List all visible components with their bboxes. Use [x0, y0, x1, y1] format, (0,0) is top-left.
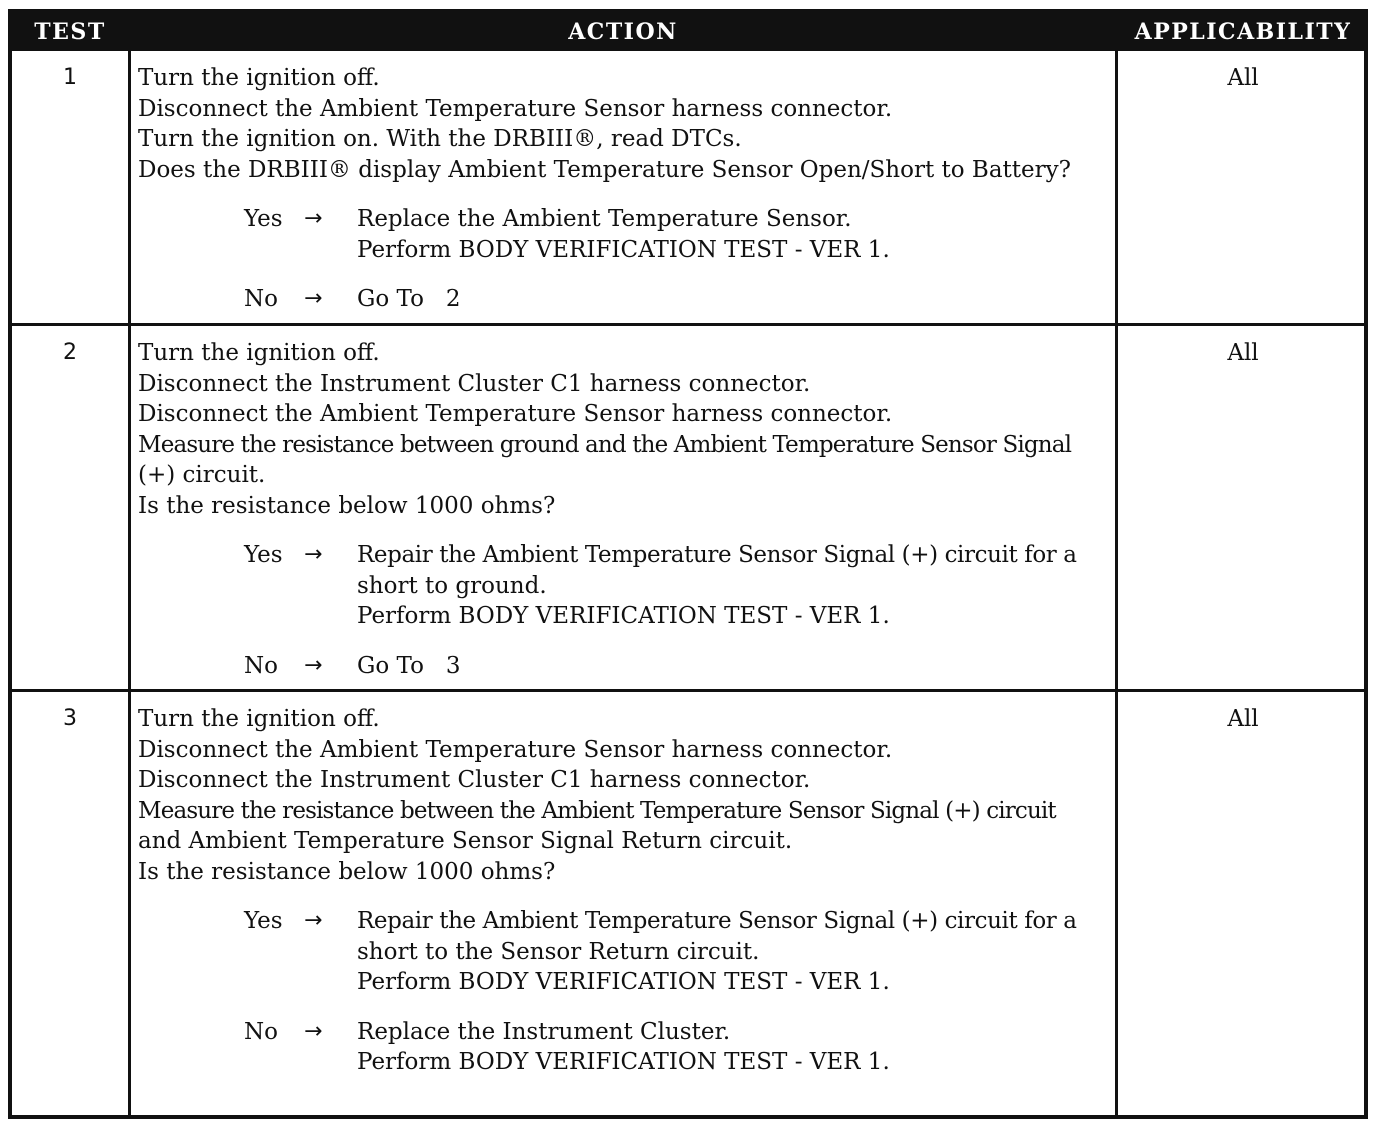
row-divider-1	[12, 323, 1364, 326]
row-divider-2	[12, 689, 1364, 692]
step-text: (+) circuit.	[138, 462, 266, 488]
yes-label: Yes	[244, 908, 283, 934]
no-label: No	[244, 1018, 278, 1045]
step-text: Turn the ignition on. With the DRBIII®, read DTCs.	[138, 126, 742, 152]
yes-result-text: Replace the Ambient Temperature Sensor.	[357, 206, 852, 232]
step-text: and Ambient Temperature Sensor Signal Return circuit.	[138, 828, 793, 854]
step-text: Measure the resistance between the Ambient Temperature Sensor Signal (+) circuit	[138, 797, 1056, 824]
action-cell	[138, 63, 1114, 315]
column-divider-applicability	[1115, 51, 1118, 1115]
step-text: Is the resistance below 1000 ohms?	[138, 858, 556, 885]
yes-result-text: Perform BODY VERIFICATION TEST - VER 1.	[357, 236, 890, 263]
header-action: ACTION	[568, 19, 678, 45]
step-text: Measure the resistance between ground and the Ambient Temperature Sensor Signal	[138, 431, 1072, 458]
yes-result-text: Repair the Ambient Temperature Sensor Signal (+) circuit for a	[357, 542, 1077, 568]
right-arrow-icon: →	[304, 908, 323, 933]
column-divider-test	[128, 51, 131, 1115]
step-text: Disconnect the Instrument Cluster C1 harness connector.	[138, 767, 811, 793]
step-text: Disconnect the Ambient Temperature Sensor harness connector.	[138, 401, 893, 427]
test-number: 3	[63, 706, 77, 731]
yes-result-text: Perform BODY VERIFICATION TEST - VER 1.	[357, 969, 890, 995]
yes-branch	[138, 906, 1114, 998]
no-branch	[138, 1017, 1114, 1078]
step-text: Turn the ignition off.	[138, 706, 380, 732]
right-arrow-icon: →	[304, 286, 323, 311]
no-label: No	[244, 652, 278, 679]
action-cell	[138, 338, 1114, 681]
yes-branch	[138, 540, 1114, 632]
right-arrow-icon: →	[304, 206, 323, 231]
yes-result-text: short to ground.	[357, 572, 547, 599]
step-text: Disconnect the Ambient Temperature Sensor harness connector.	[138, 736, 893, 763]
right-arrow-icon: →	[304, 542, 323, 567]
test-number: 2	[63, 340, 77, 365]
step-text: Disconnect the Instrument Cluster C1 harness connector.	[138, 370, 811, 397]
step-text: Disconnect the Ambient Temperature Sensor harness connector.	[138, 95, 893, 122]
yes-result-text: Repair the Ambient Temperature Sensor Signal (+) circuit for a	[357, 908, 1077, 934]
applicability-value: All	[1227, 706, 1259, 732]
applicability-value: All	[1227, 65, 1259, 91]
header-test: TEST	[34, 19, 106, 45]
no-result-text: Go To 3	[357, 652, 461, 679]
no-result-text: Replace the Instrument Cluster.	[357, 1018, 731, 1045]
yes-result-text: Perform BODY VERIFICATION TEST - VER 1.	[357, 603, 890, 629]
step-text: Turn the ignition off.	[138, 65, 380, 91]
test-number: 1	[63, 65, 77, 90]
diagnostic-test-table	[8, 9, 1368, 1119]
step-text: Does the DRBIII® display Ambient Temperature Sensor Open/Short to Battery?	[138, 156, 1071, 183]
yes-label: Yes	[244, 206, 283, 232]
table-header	[12, 13, 1364, 51]
yes-label: Yes	[244, 542, 283, 568]
no-branch	[138, 284, 1114, 315]
right-arrow-icon: →	[304, 1018, 323, 1044]
yes-result-text: short to the Sensor Return circuit.	[357, 938, 760, 965]
right-arrow-icon: →	[304, 652, 323, 678]
action-cell	[138, 704, 1114, 1078]
applicability-value: All	[1227, 340, 1259, 366]
no-label: No	[244, 286, 278, 312]
step-text: Turn the ignition off.	[138, 340, 380, 366]
no-branch	[138, 651, 1114, 682]
no-result-text: Go To 2	[357, 286, 461, 312]
yes-branch	[138, 204, 1114, 265]
no-result-text: Perform BODY VERIFICATION TEST - VER 1.	[357, 1049, 890, 1075]
step-text: Is the resistance below 1000 ohms?	[138, 492, 556, 519]
header-applicability: APPLICABILITY	[1134, 19, 1352, 45]
